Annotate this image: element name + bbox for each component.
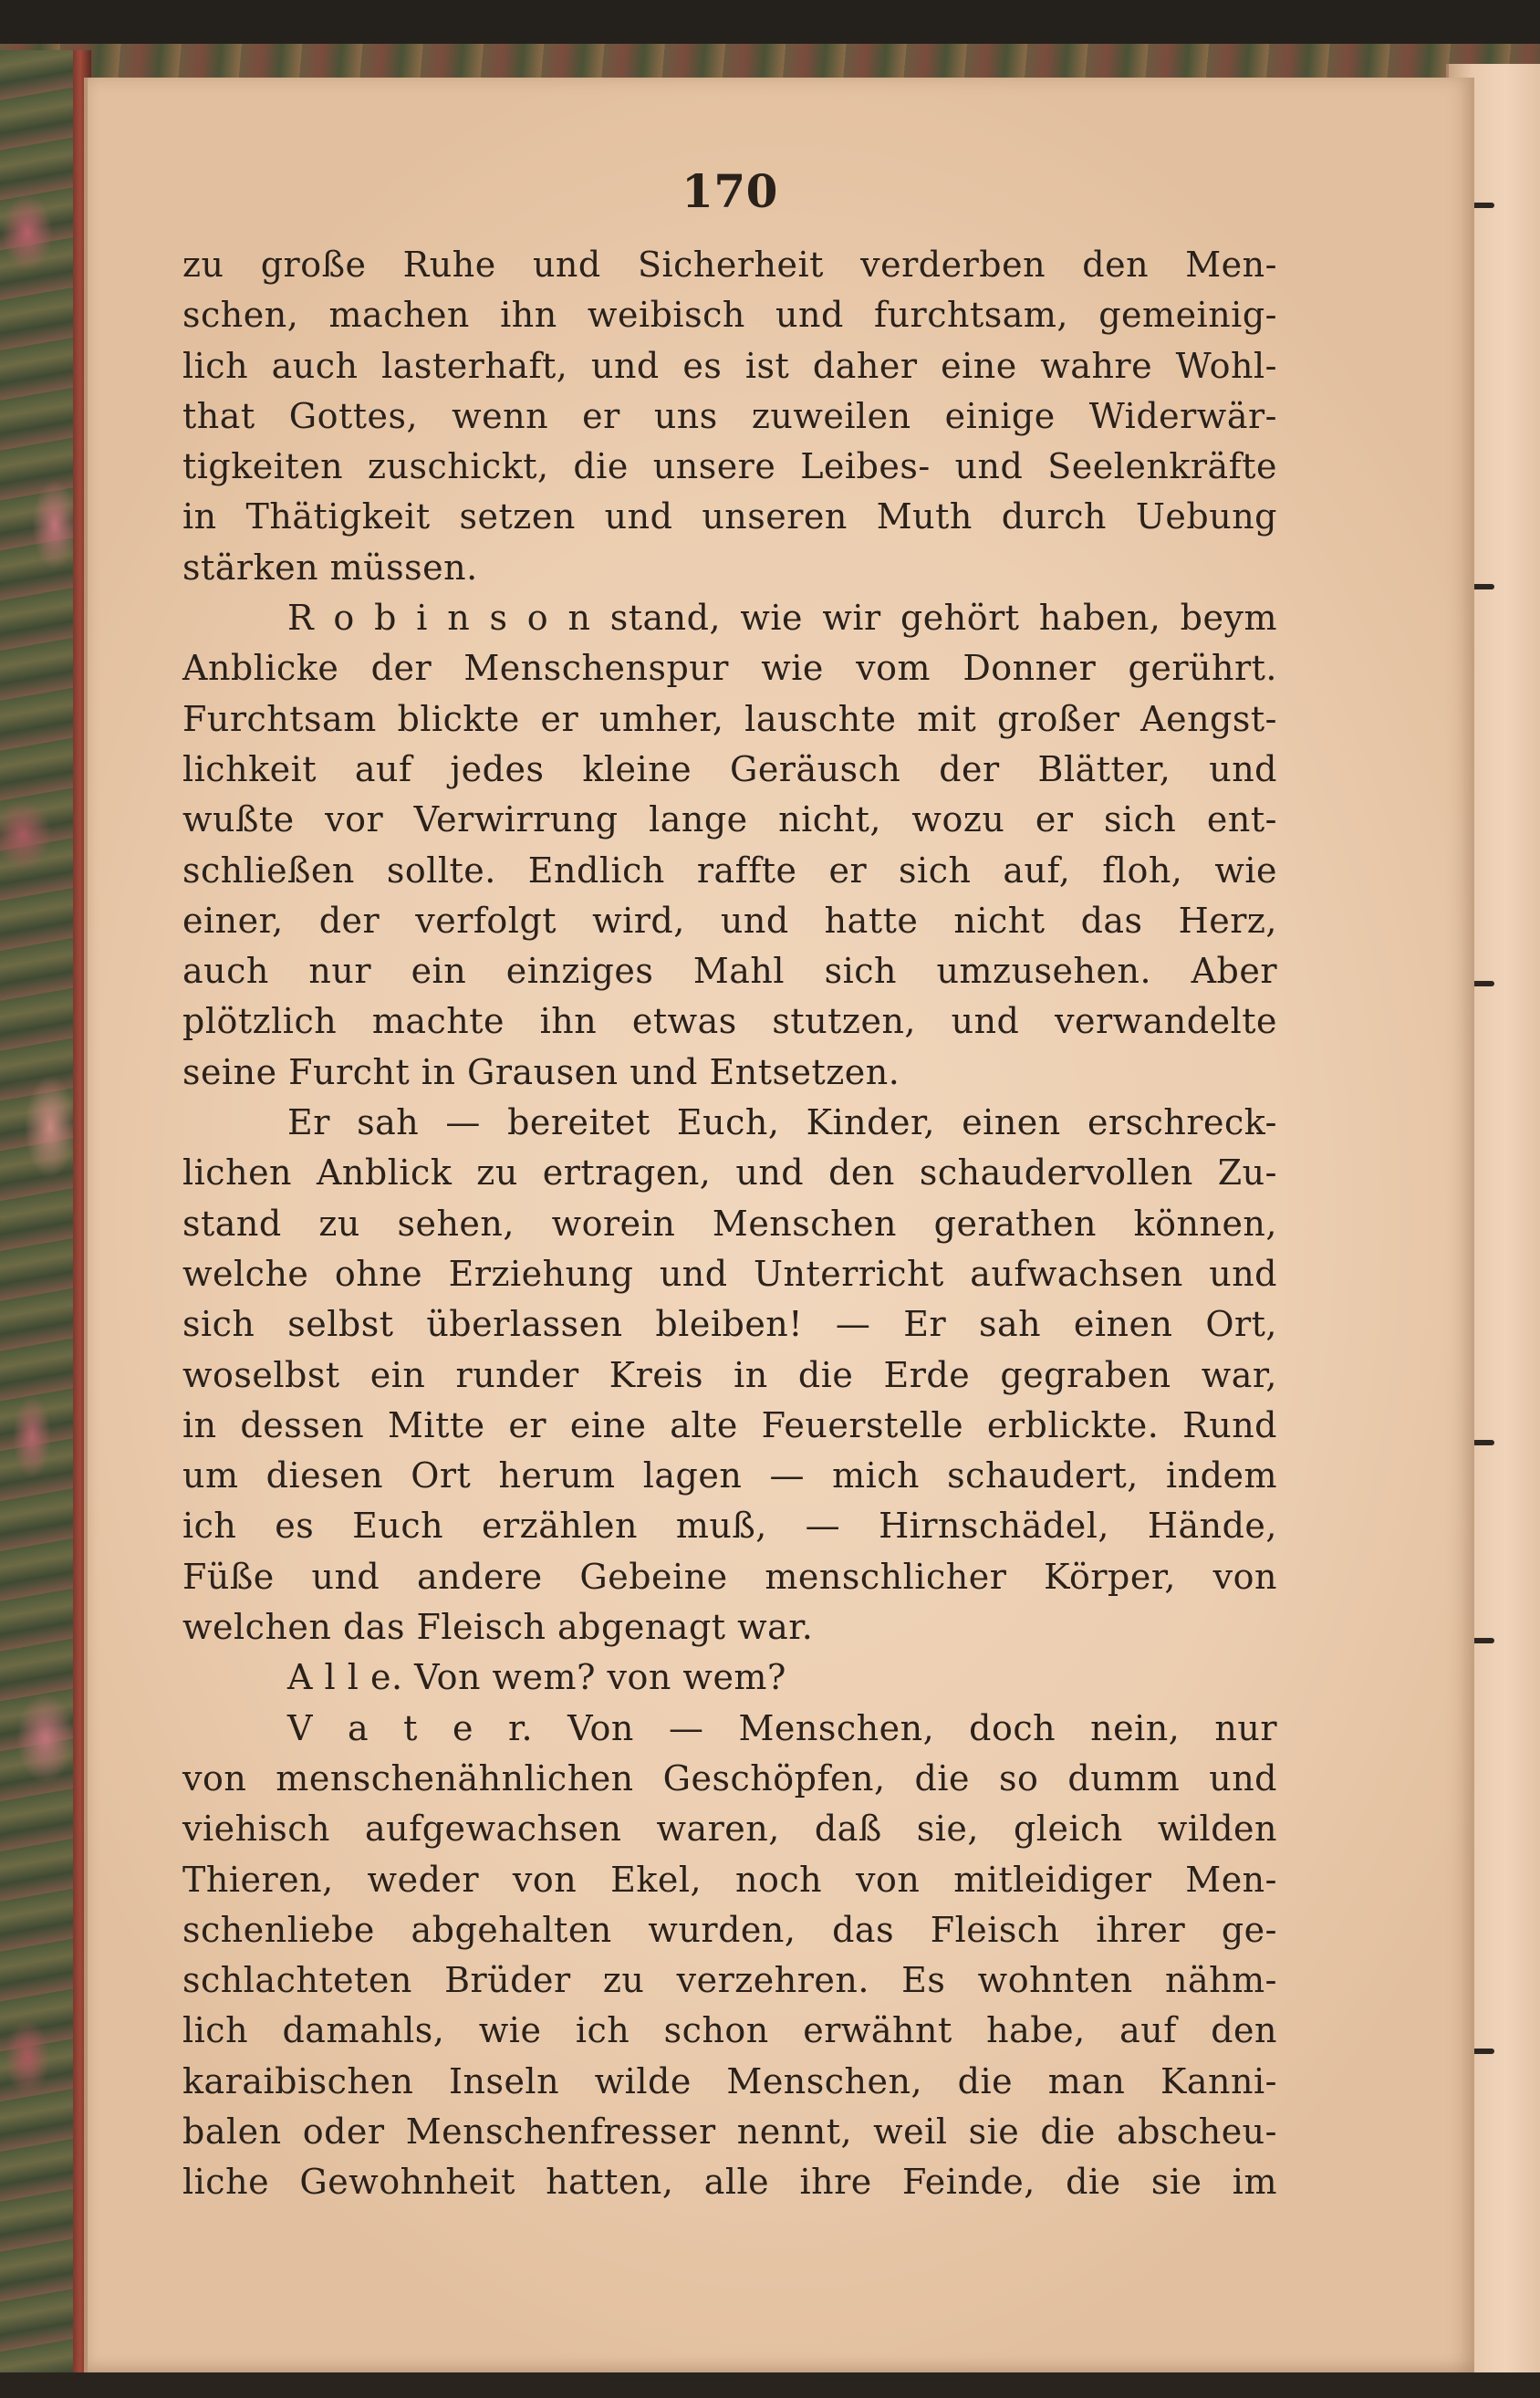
text-line: tigkeiten zuschickt, die unsere Leibes- und Seelenkräfte <box>182 446 1277 487</box>
text-line: auch nur ein einziges Mahl sich umzusehen. Aber <box>182 951 1277 992</box>
text-line: lichen Anblick zu ertragen, und den schaudervollen Zu- <box>182 1152 1277 1194</box>
scan-bottom-edge <box>0 2372 1540 2398</box>
text-lines <box>182 240 1277 2208</box>
text-line: einer, der verfolgt wird, und hatte nicht das Herz, <box>182 900 1277 941</box>
text-line: A l l e. Von wem? von wem? <box>287 1657 786 1698</box>
text-line: Anblicke der Menschenspur wie vom Donner gerührt. <box>182 648 1277 689</box>
text-line: stand zu sehen, worein Menschen gerathen können, <box>182 1203 1277 1244</box>
text-line: lichkeit auf jedes kleine Geräusch der Blätter, und <box>182 748 1277 789</box>
page-text-block <box>182 164 1277 2208</box>
text-line: woselbst ein runder Kreis in die Erde gegraben war, <box>182 1354 1277 1395</box>
text-line: stärken müssen. <box>182 547 478 588</box>
text-line: wußte vor Verwirrung lange nicht, wozu er sich ent- <box>182 799 1277 840</box>
text-line: ich es Euch erzählen muß, — Hirnschädel, Hände, <box>182 1506 1277 1547</box>
text-line: Thieren, weder von Ekel, noch von mitleidiger Men- <box>182 1859 1277 1900</box>
text-line: R o b i n s o n stand, wie wir gehört haben, beym <box>287 598 1277 639</box>
text-line: welche ohne Erziehung und Unterricht aufwachsen und <box>182 1253 1277 1294</box>
text-line: sich selbst überlassen bleiben! — Er sah einen Ort, <box>182 1304 1277 1345</box>
text-line: in dessen Mitte er eine alte Feuerstelle erblickte. Rund <box>182 1404 1277 1445</box>
text-line: seine Furcht in Grausen und Entsetzen. <box>182 1051 900 1092</box>
text-line: liche Gewohnheit hatten, alle ihre Feinde, die sie im <box>182 2162 1277 2203</box>
text-line: in Thätigkeit setzen und unseren Muth durch Uebung <box>182 496 1277 537</box>
text-line: that Gottes, wenn er uns zuweilen einige Widerwär- <box>182 395 1277 436</box>
text-line: Furchtsam blickte er umher, lauschte mit großer Aengst- <box>182 698 1277 739</box>
text-line: von menschenähnlichen Geschöpfen, die so dumm und <box>182 1757 1277 1798</box>
text-line: Er sah — bereitet Euch, Kinder, einen erschreck- <box>287 1102 1277 1143</box>
cover-top-edge <box>0 44 1540 80</box>
text-line: plötzlich machte ihn etwas stutzen, und verwandelte <box>182 1001 1277 1042</box>
text-line: lich damahls, wie ich schon erwähnt habe, auf den <box>182 2010 1277 2051</box>
text-line: karaibischen Inseln wilde Menschen, die man Kanni- <box>182 2060 1277 2101</box>
text-line: um diesen Ort herum lagen — mich schaudert, indem <box>182 1455 1277 1496</box>
page-number: 170 <box>682 164 778 218</box>
text-line: schlachteten Brüder zu verzehren. Es wohnten nähm- <box>182 1960 1277 2001</box>
text-line: Füße und andere Gebeine menschlicher Körper, von <box>182 1556 1277 1597</box>
text-line: balen oder Menschenfresser nennt, weil sie die abscheu- <box>182 2111 1277 2152</box>
text-line: schließen sollte. Endlich raffte er sich auf, floh, wie <box>182 850 1277 891</box>
text-line: V a t e r. Von — Menschen, doch nein, nur <box>287 1707 1277 1748</box>
text-line: welchen das Fleisch abgenagt war. <box>182 1607 814 1648</box>
text-line: viehisch aufgewachsen waren, daß sie, gleich wilden <box>182 1809 1277 1850</box>
text-line: schen, machen ihn weibisch und furchtsam, gemeinig- <box>182 295 1277 336</box>
text-line: zu große Ruhe und Sicherheit verderben den Men- <box>182 245 1277 285</box>
text-line: lich auch lasterhaft, und es ist daher eine wahre Wohl- <box>182 345 1277 386</box>
text-line: schenliebe abgehalten wurden, das Fleisch ihrer ge- <box>182 1909 1277 1950</box>
